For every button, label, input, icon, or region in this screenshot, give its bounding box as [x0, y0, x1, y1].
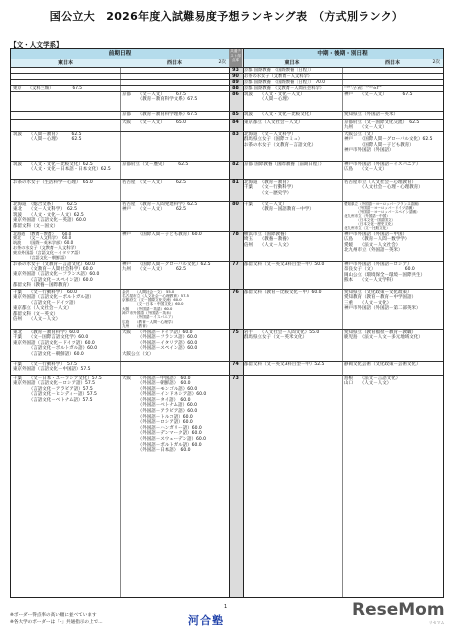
university-entry: 京都府立（文－国際文化交流） 62.5 九州 （文－人文）: [344, 119, 420, 130]
university-entry: 筑波 （人文・文化－比較文化）62.5 （人文・文化－日本語・日本文化）62.5: [13, 161, 111, 173]
header-zenki: 前期日程: [11, 49, 229, 60]
rank-score: 81: [232, 180, 239, 185]
resemom-watermark: ReseMom リセマム: [352, 600, 445, 625]
ranking-table: [10, 48, 444, 598]
rank-score: 73: [232, 376, 239, 381]
university-entry: 京都 （教育－教育科学理系）67.5: [122, 111, 198, 117]
university-entry: 東北 （教育－教育科学）60.0 千葉 （文－国際言語文化学）60.0 東京外国語（言語文化－ドイツ語）60.0 （言語文化－ポルトガル語）60.0 （言語文化－朝鮮語）60.0: [13, 329, 98, 357]
university-entry: 京都府立（文－歴史） 62.5: [122, 161, 189, 167]
university-entry: 京都 国際教養 （文教育－人間社会科学）: [244, 85, 324, 91]
section-heading: 【文・人文学系】: [10, 41, 63, 49]
university-entry: 筑波 （人間－教育） 62.5 （人間－心理） 62.5: [13, 131, 82, 143]
university-entry: 大阪公立（文） 神戸 （国際人間－グローバル文化）62.5 （国際人間－子ども教育） 神戸市外国語（外国語）: [344, 131, 433, 154]
page-number: 1: [224, 604, 228, 610]
rank-score: 82: [232, 162, 239, 167]
university-entry: お茶の水女子（文教育－人文科学）: [244, 73, 313, 79]
university-entry: 千葉 （文－行動科学） 60.0 東京外国語（言語文化－ポルトガル語） （言語文化－ドイツ語） 東京都立（人文社会－人文） 都留文科（文－英文） 信州 （人文－人文）: [13, 289, 94, 323]
header-east-right: 東日本: [242, 59, 342, 68]
university-entry: 北海道 （教育－教育） 60.0 東北 （文－人文科学） 60.0 筑波 （国際－英米学部）60.0 お茶の水女子（文教育－人文科学） 東京外国語（言語文化－イタリア語） （言語文化－朝鮮語）: [13, 231, 83, 260]
page-title: 国公立大 2026年度入試難易度予想ランキング表 （方式別ランク）: [49, 10, 404, 23]
divider: [342, 67, 343, 597]
university-entry: 千葉 （文－行動科学） 57.5 東京外国語（言語文化－中国語）57.5: [13, 361, 91, 373]
divider: [120, 67, 121, 597]
rank-score: 89: [232, 80, 239, 85]
university-entry: 千葉 （文－日本・ユーラシア文化）57.5 東京外国語（言語文化－ロシア語）57.5 （言語文化－アラビア語）57.5 （言語文化－ヒンディー語）57.5 （言語文化－ベトナム語）57.5: [13, 375, 102, 403]
rank-score: 90: [232, 74, 239, 79]
rank-score: 74: [232, 362, 239, 367]
university-entry: 筑波 （人文・文化－比較文化）: [244, 111, 314, 117]
university-entry: 都留文科（文－英文3科目型－中）50.0: [244, 261, 325, 267]
university-entry: 東京都立（人文社会－人文）: [244, 119, 303, 125]
university-entry: 大阪 （外国語－中国語） 60.0 （外国語－朝鮮語） 60.0 （外国語－モンゴル語）60.0 （外国語－インドネシア語）60.0 （外国語－タイ語） 60.0 （外国語－ベトナム語）60.0 （外国語－アラビア語）60.0 （外国語－トルコ語）60.0 （外国語－ロシア語）60.0 （外国語－ハンガリー語）60.0 （外国語－デンマーク語）60.0 （外国語－スウェーデン語）60.0 （外国語－ポルトガル語）60.0 （外国語－日本語） 60.0: [122, 375, 207, 454]
university-entry: 島根 （法文－言語文化） 山口 （人文－人文）: [344, 375, 401, 387]
rank-score: 77: [232, 262, 239, 267]
university-entry: 京都 国際教養 （国際教養〔日程〕）: [244, 67, 314, 73]
university-entry: 金沢 （人間社会－文） 55.0 名古屋市立（人文社会－心理教育）57.5 京都府立（文－国際文化交流）60.0 （文－日本・中国文化）60.0 大阪 （外国語－英語）60.0 神戸市外国語（外国語－英米） （外国語－イスパニア） 広島 （教育－人間－心理学） 九州 （教育）: [122, 289, 189, 329]
university-entry: 北海道 （総合文系） 62.5 東北 （文－人文科学） 62.5 筑波 （人文・文化－人文）62.5 東京外国語（言語文化－英語）60.0 都留文科（文－国文）: [13, 201, 87, 229]
university-entry: 大阪 （文－人文） 65.0: [122, 119, 187, 125]
university-entry: 名古屋 （文－人文） 62.5: [122, 179, 187, 185]
rank-score: 85: [232, 112, 239, 117]
university-entry: 東京 （文科三類） 67.5: [13, 85, 82, 91]
header-west-left: 西日本 2次: [120, 59, 229, 68]
university-entry: 神戸市外国語（外国語－中国） 広島 （教育－人間－数学学） 愛媛 （法文－人文社会） 北九州市立（外国語－英米）: [344, 231, 410, 254]
rank-row: [11, 73, 443, 74]
university-entry: 愛知県立（外国語－ヨーロッパ－フランス語圏） （外国語－ヨーロッパ－ドイツ語圏） （外国語－ヨーロッパ－スペイン語圏） 北九州市立（外国語－中国） （日本文化－国語国文） （日本文化－歴史文化） 北九州市立（文－比較文化）: [344, 201, 422, 231]
rank-score: 78: [232, 232, 239, 237]
university-entry: 京都 （文－人文） 67.5 （教育－教育科学文系）67.5: [122, 91, 198, 103]
university-entry: 神戸 （文－人文） 67.5: [344, 91, 413, 97]
university-entry: 京都 国際教養（国際教養〔前期日程〕）: [244, 161, 325, 167]
header-east-left: 東日本: [11, 59, 120, 68]
university-entry: 愛知県立（教育福祉－教育－教職） 鹿児島 （法文－人文－多元地域文化）: [344, 329, 423, 341]
university-entry: 都留文科（文－英文3科目型－中）52.5: [244, 361, 325, 367]
university-entry: 都留文科（教育－比較文化－中）60.0: [244, 289, 322, 295]
university-entry: お茶の水女子（生活科学－心理） 65.0: [13, 179, 93, 185]
university-entry: 千葉 （文－人文） （教育－国語教育－中学）: [244, 201, 314, 213]
university-entry: 岩手 （人文社会－人間文化）55.0 群馬県立女子（文－英米文化）: [244, 329, 320, 341]
rank-row: [11, 67, 443, 68]
footnote-1: ※ボーダー得点率の高い順に並べています: [10, 613, 97, 618]
university-entry: 神戸 （国際人間－子ども教育）60.0: [122, 231, 202, 237]
university-entry: 神戸 （国際人間－グローバル文化）62.5 九州 （文－人文） 62.5: [122, 261, 211, 273]
rank-score: 93: [232, 68, 239, 73]
university-entry: 北海道 （文－人文科学） 群馬県立女子（国際コミュ） お茶の水女子（文教育－言語文化）: [244, 131, 316, 148]
university-entry: 京都府立（文－日本・中国文化） 65.0 （文－歴史） 65.0: [344, 85, 382, 90]
kawaijuku-logo: 河合塾: [188, 614, 224, 627]
university-entry: 愛知県立（文化政策－文化政策） 愛知教育（教育－教育－中学国語） 三重 （人文－文化） 神戸市外国語（外国語－第二部英米）: [344, 289, 421, 312]
university-entry: 名古屋市立（人文社会－心理教育） （人文社会－心理・心理教育）: [344, 179, 423, 191]
university-entry: 名古屋 （教育－人間発達科学）62.5 神戸 （文－人文） 62.5: [122, 201, 198, 213]
score-header: 共通テスト得点率: [229, 49, 242, 67]
rank-score: 88: [232, 86, 239, 91]
university-entry: 大阪 （外国語－ドイツ語）60.0 （外国語－フランス語）60.0 （外国語－イタリア語）60.0 （外国語－スペイン語）60.0 大阪公立（文）: [122, 329, 198, 357]
rank-row: [11, 79, 443, 80]
rank-score: 86: [232, 92, 239, 97]
university-entry: 静岡文化芸術（文化政策－芸術文化）: [344, 361, 421, 367]
rank-score: 84: [232, 120, 239, 125]
rank-score: 83: [232, 132, 239, 137]
footnote-2: ※各大学のボーダーは「-」共通指示の上で...: [10, 620, 103, 625]
university-entry: 神戸市外国語（外国語－イスパニア） 広島 （文－人文）: [344, 161, 421, 173]
university-entry: 横浜市立（国際教養） 埼玉 （教養－教養） 信州 （人文－人文）: [244, 231, 292, 248]
university-entry: 神戸市外国語（外国語－ロシア） 奈良女子（文） 60.0 岡山公立（環境保全－環境－国際共生） 熊本 （文－人文学科）: [344, 261, 425, 284]
university-entry: 京都 国際教養 （国際教養〔日程〕） 70.0: [244, 79, 325, 85]
university-entry: お茶の水女子（文教育－言語文化）60.0 （文教育－人間社会科学）60.0 東京外国語（言語文化－フランス語）60.0 （言語文化－スペイン語）60.0 都留文科（教養－国際教育）: [13, 261, 100, 289]
rank-score: 75: [232, 330, 239, 335]
header-west-right: 西日本 2次: [342, 59, 443, 68]
header-chuki: 中期・後期・別日程: [242, 49, 443, 60]
university-entry: 愛知県立（外国語－英米）: [344, 111, 398, 117]
rank-score: 80: [232, 202, 239, 207]
university-entry: 筑波 （人文・文化－人文） （人間－心理）: [244, 91, 305, 103]
university-entry: 北海道 （教育－教育） 千葉 （文－行動科学） （文－歴史学）: [244, 179, 296, 196]
rank-score: 76: [232, 290, 239, 295]
